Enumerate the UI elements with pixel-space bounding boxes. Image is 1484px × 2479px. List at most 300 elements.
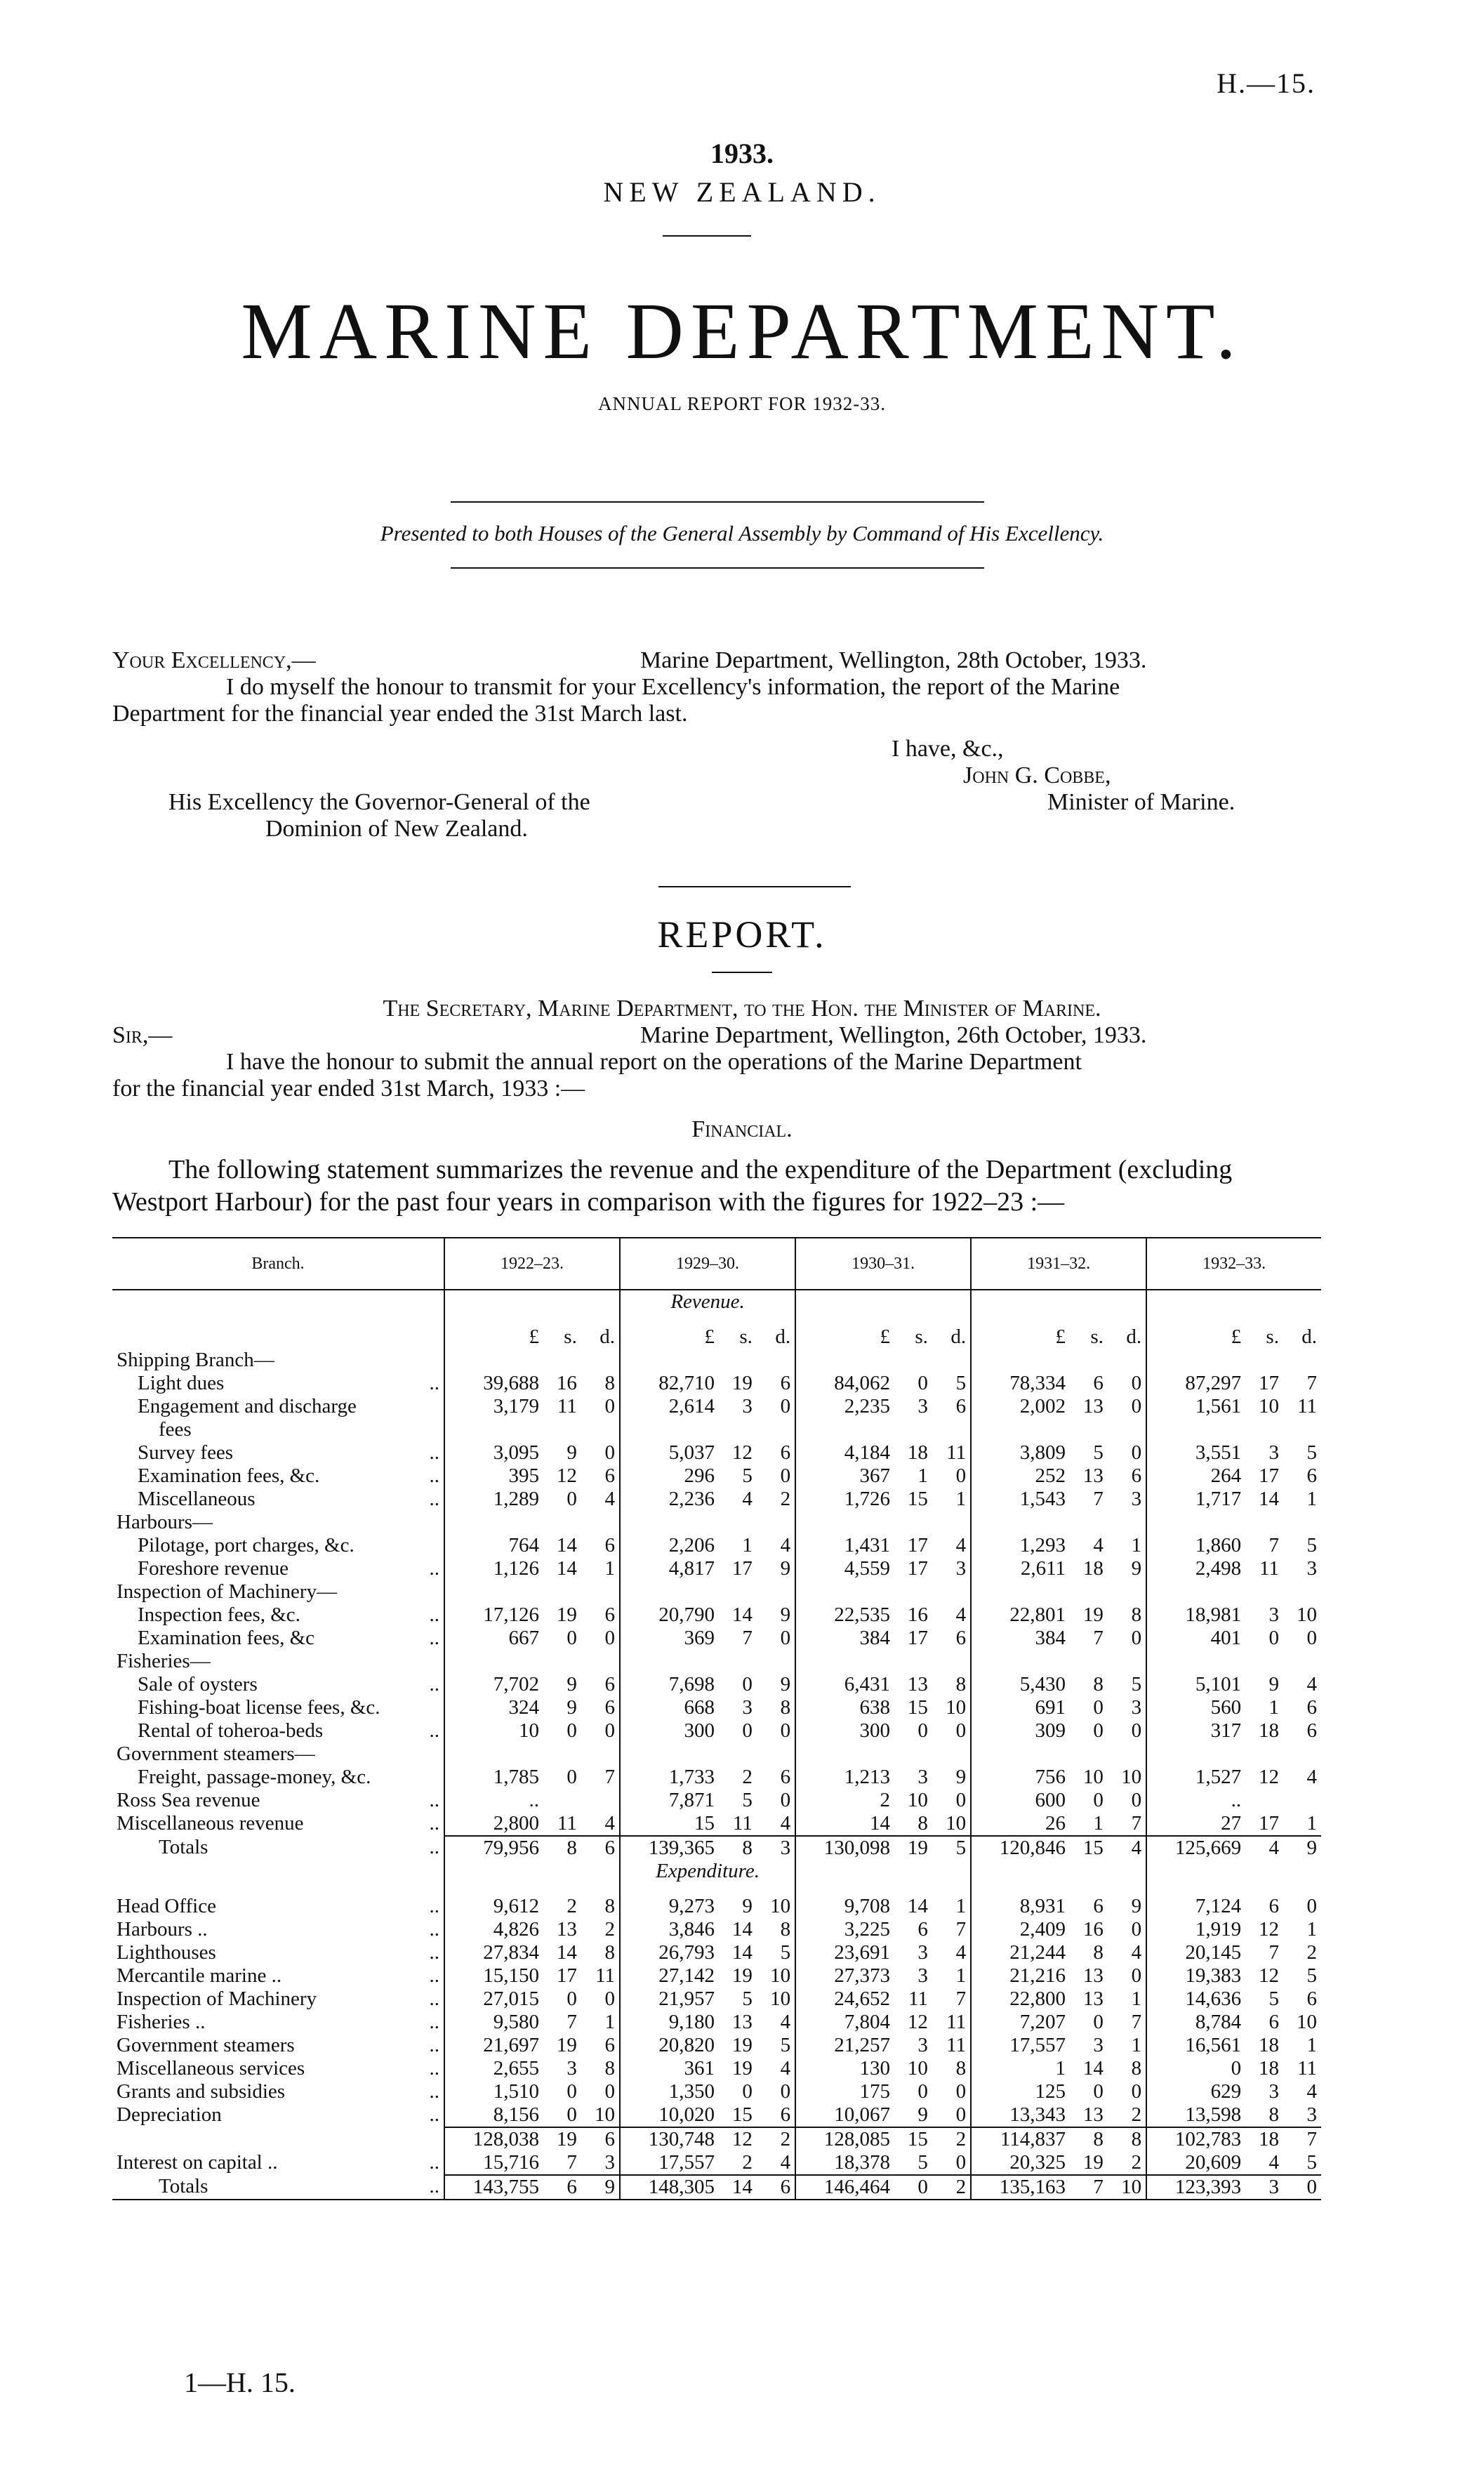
amount-cell: 296 <box>620 1465 719 1488</box>
amount-cell <box>1070 1349 1108 1372</box>
table-row <box>112 2175 1321 2200</box>
amount-cell: 11 <box>946 2011 967 2033</box>
amount-cell: 14,636 <box>1146 1988 1245 2011</box>
amount-cell <box>894 1418 932 1441</box>
amount-cell: 0 <box>917 2080 928 2103</box>
amount-cell: 6 <box>1268 2011 1279 2033</box>
row-label <box>112 1766 444 1789</box>
amount-cell <box>719 1743 757 1766</box>
amount-cell: 17 <box>907 1557 928 1580</box>
amount-cell: 39,688 <box>444 1372 543 1395</box>
amount-cell: 1,527 <box>1146 1766 1245 1789</box>
amount-cell: 3 <box>567 2057 577 2080</box>
amount-cell: 3,551 <box>1146 1441 1245 1465</box>
amount-cell: 2 <box>742 2151 753 2174</box>
row-label <box>112 1441 444 1465</box>
row-label <box>112 1696 444 1719</box>
amount-cell <box>581 1511 620 1534</box>
row-label-text: Sale of oysters <box>138 1673 258 1695</box>
amount-cell <box>719 1418 757 1441</box>
amount-cell: 1 <box>1306 1488 1317 1510</box>
amount-cell: 8,784 <box>1146 2011 1245 2034</box>
section-label-row <box>112 1860 1321 1895</box>
amount-cell <box>543 1789 581 1812</box>
amount-cell <box>581 1418 620 1441</box>
amount-cell: 17 <box>556 1964 577 1987</box>
row-label-text: Interest on capital .. <box>117 2151 278 2174</box>
amount-cell: 15,716 <box>444 2151 543 2175</box>
amount-cell: 6 <box>1131 1465 1142 1487</box>
amount-cell: 84,062 <box>795 1372 894 1395</box>
amount-cell: 4 <box>1306 1673 1317 1695</box>
amount-cell: 9 <box>567 1696 577 1719</box>
row-label-text: Mercantile marine .. <box>117 1964 282 1987</box>
amount-cell: 3 <box>1306 1557 1317 1580</box>
amount-cell: 0 <box>917 1719 928 1742</box>
table-row <box>112 1650 1321 1673</box>
amount-cell: 401 <box>1146 1627 1245 1650</box>
divider <box>712 972 772 973</box>
amount-cell <box>1283 1789 1321 1812</box>
amount-cell <box>757 1511 795 1534</box>
amount-cell <box>1283 1349 1321 1372</box>
amount-cell <box>444 1511 543 1534</box>
currency-unit: £ <box>444 1326 543 1349</box>
amount-cell: 8 <box>604 2057 616 2080</box>
amount-cell: 5 <box>1306 1441 1317 1464</box>
amount-cell <box>971 1580 1070 1604</box>
amount-cell <box>1245 1743 1283 1766</box>
row-label <box>112 1941 444 1964</box>
amount-cell: 7 <box>1306 1372 1317 1394</box>
amount-cell: 10 <box>946 1696 967 1719</box>
row-label <box>112 1418 444 1441</box>
table-row <box>112 2103 1321 2127</box>
amount-cell: 11 <box>1297 1395 1317 1417</box>
amount-cell: 3 <box>1131 1696 1142 1719</box>
amount-cell: 7,207 <box>971 2011 1070 2034</box>
table-row <box>112 2080 1321 2103</box>
amount-cell: 13 <box>1082 1964 1104 1987</box>
amount-cell: 0 <box>742 2080 753 2103</box>
currency-unit: d. <box>1301 1326 1317 1348</box>
amount-cell <box>1070 1650 1108 1673</box>
amount-cell: 9 <box>742 1895 753 1917</box>
amount-cell: 3 <box>1131 1488 1142 1510</box>
amount-cell: 27,142 <box>620 1964 719 1988</box>
amount-cell: 8 <box>1093 1941 1104 1964</box>
amount-cell: 6 <box>780 1372 791 1394</box>
amount-cell: 0 <box>604 1719 616 1742</box>
amount-cell: 9 <box>1131 1557 1142 1580</box>
currency-unit: s. <box>915 1326 928 1348</box>
amount-cell: 12 <box>719 2127 757 2151</box>
amount-cell <box>581 1650 620 1673</box>
amount-cell: 1,126 <box>444 1557 543 1580</box>
amount-cell: 667 <box>444 1627 543 1650</box>
amount-cell: 9 <box>1131 1895 1142 1917</box>
amount-cell: 2,002 <box>971 1395 1070 1418</box>
amount-cell: 764 <box>444 1534 543 1557</box>
amount-cell: 0 <box>1131 1627 1142 1649</box>
amount-cell: 4 <box>780 1812 791 1835</box>
amount-cell <box>543 1418 581 1441</box>
table-row <box>112 1465 1321 1488</box>
amount-cell: 11 <box>557 1395 577 1417</box>
amount-cell: 0 <box>604 1395 616 1417</box>
amount-cell: 3 <box>1268 1604 1279 1626</box>
amount-cell <box>620 1650 719 1673</box>
amount-cell: 146,464 <box>795 2175 894 2200</box>
amount-cell: 18 <box>1258 2034 1279 2056</box>
amount-cell <box>1283 1511 1321 1534</box>
amount-cell: 0 <box>567 1488 577 1510</box>
amount-cell <box>1070 1418 1108 1441</box>
letter-body: I do myself the honour to transmit for your Excellency's information, the report of the Marine <box>226 674 1120 700</box>
amount-cell <box>620 1349 719 1372</box>
table-row <box>112 1604 1321 1627</box>
amount-cell: 0 <box>1131 1789 1142 1811</box>
amount-cell: 1 <box>1268 1696 1279 1719</box>
amount-cell: 0 <box>1306 1627 1317 1649</box>
amount-cell: 10 <box>770 1895 791 1917</box>
amount-cell: 5,101 <box>1146 1673 1245 1696</box>
row-label <box>112 1557 444 1580</box>
report-intro: for the financial year ended 31st March, 1933 :— <box>112 1076 585 1102</box>
amount-cell: 78,334 <box>971 1372 1070 1395</box>
amount-cell: 20,790 <box>620 1604 719 1627</box>
amount-cell: 1 <box>955 1488 967 1510</box>
amount-cell <box>1245 1650 1283 1673</box>
table-row <box>112 1918 1321 1941</box>
spacer-cell <box>795 1860 971 1895</box>
amount-cell <box>932 1511 971 1534</box>
row-label <box>112 2175 444 2200</box>
amount-cell: 264 <box>1146 1465 1245 1488</box>
amount-cell: 17 <box>907 1627 928 1649</box>
amount-cell <box>719 1349 757 1372</box>
amount-cell <box>1146 1580 1245 1604</box>
amount-cell: 4 <box>780 2011 791 2033</box>
amount-cell: 7 <box>1070 2175 1108 2200</box>
amount-cell <box>795 1743 894 1766</box>
amount-cell: 8 <box>955 2057 967 2080</box>
amount-cell: 19 <box>731 1964 753 1987</box>
amount-cell: 3,095 <box>444 1441 543 1465</box>
amount-cell <box>894 1580 932 1604</box>
amount-cell: 2,611 <box>971 1557 1070 1580</box>
amount-cell: 0 <box>567 1719 577 1742</box>
table-row <box>112 1673 1321 1696</box>
amount-cell <box>444 1743 543 1766</box>
spacer-cell <box>1146 1290 1321 1326</box>
table-row <box>112 1349 1321 1372</box>
amount-cell: 12 <box>907 2011 928 2033</box>
amount-cell: 4 <box>742 1488 753 1510</box>
amount-cell: 15 <box>731 2103 753 2126</box>
row-label <box>112 1988 444 2011</box>
row-label-text: Inspection of Machinery— <box>117 1580 338 1603</box>
amount-cell: 5 <box>780 2034 791 2056</box>
amount-cell: 0 <box>1093 2011 1104 2033</box>
amount-cell: 13 <box>1082 1395 1104 1417</box>
table-row <box>112 1789 1321 1812</box>
row-label-text: Engagement and discharge <box>138 1395 357 1417</box>
amount-cell: 7 <box>1131 2011 1142 2033</box>
amount-cell <box>932 1418 971 1441</box>
amount-cell <box>444 1418 543 1441</box>
table-row <box>112 2151 1321 2175</box>
column-header: 1931–32. <box>971 1238 1146 1290</box>
leader-dots: .. <box>429 2151 439 2174</box>
amount-cell: 7,702 <box>444 1673 543 1696</box>
report-place-date: Marine Department, Wellington, 26th October, 1933. <box>640 1022 1147 1048</box>
leader-dots: .. <box>429 1836 439 1858</box>
amount-cell <box>620 1580 719 1604</box>
amount-cell: 14 <box>556 1534 577 1556</box>
amount-cell: 5 <box>932 1836 971 1860</box>
table-row <box>112 1441 1321 1465</box>
spacer-cell <box>971 1290 1146 1326</box>
amount-cell: 9 <box>1283 1836 1321 1860</box>
amount-cell: 10 <box>444 1719 543 1743</box>
amount-cell: 17 <box>1258 1372 1279 1394</box>
amount-cell: 19 <box>1082 2151 1104 2174</box>
amount-cell: 135,163 <box>971 2175 1070 2200</box>
amount-cell: 13 <box>556 1918 577 1941</box>
amount-cell: 0 <box>567 1627 577 1649</box>
amount-cell: 18 <box>1082 1557 1104 1580</box>
amount-cell <box>795 1650 894 1673</box>
row-label-text: Fisheries .. <box>117 2011 206 2033</box>
amount-cell: 5 <box>1093 1441 1104 1464</box>
amount-cell: 7,698 <box>620 1673 719 1696</box>
amount-cell: .. <box>444 1789 543 1812</box>
amount-cell: 6 <box>1306 1719 1317 1742</box>
amount-cell <box>543 1743 581 1766</box>
currency-unit: £ <box>795 1326 894 1349</box>
amount-cell: 128,038 <box>444 2127 543 2151</box>
leader-dots: .. <box>429 1812 439 1835</box>
row-label-text: Depreciation <box>117 2103 222 2126</box>
amount-cell <box>1283 1418 1321 1441</box>
amount-cell: 5 <box>917 2151 928 2174</box>
amount-cell: 21,216 <box>971 1964 1070 1988</box>
amount-cell: 1,510 <box>444 2080 543 2103</box>
amount-cell: 4,559 <box>795 1557 894 1580</box>
financial-table <box>112 1237 1321 2200</box>
amount-cell: 17,557 <box>971 2034 1070 2057</box>
currency-unit: d. <box>775 1326 791 1348</box>
amount-cell: 7 <box>1093 1488 1104 1510</box>
amount-cell: 7 <box>1131 1812 1142 1835</box>
amount-cell: 7,804 <box>795 2011 894 2034</box>
amount-cell: 6 <box>955 1627 967 1649</box>
amount-cell: 2 <box>1131 2151 1142 2174</box>
amount-cell <box>1070 1580 1108 1604</box>
amount-cell: 0 <box>742 1673 753 1695</box>
amount-cell <box>1283 1650 1321 1673</box>
leader-dots: .. <box>429 1488 439 1510</box>
amount-cell: 9 <box>917 2103 928 2126</box>
row-label-text: Examination fees, &c <box>138 1627 315 1649</box>
footer-signature-mark: 1—H. 15. <box>184 2367 296 2398</box>
leader-dots: .. <box>429 1895 439 1917</box>
amount-cell: 0 <box>567 1988 577 2010</box>
amount-cell: 2 <box>932 2127 971 2151</box>
amount-cell: 5 <box>1131 1673 1142 1695</box>
leader-dots: .. <box>429 1941 439 1964</box>
amount-cell: 18,981 <box>1146 1604 1245 1627</box>
table-row <box>112 1372 1321 1395</box>
amount-cell: 6 <box>917 1918 928 1941</box>
amount-cell: 7,871 <box>620 1789 719 1812</box>
amount-cell: 175 <box>795 2080 894 2103</box>
row-label <box>112 1673 444 1696</box>
amount-cell: 15 <box>620 1812 719 1836</box>
amount-cell <box>444 1580 543 1604</box>
amount-cell <box>1245 1580 1283 1604</box>
amount-cell: 3 <box>757 1836 795 1860</box>
amount-cell: 6 <box>604 1696 616 1719</box>
amount-cell: 87,297 <box>1146 1372 1245 1395</box>
amount-cell <box>971 1650 1070 1673</box>
amount-cell: 6,431 <box>795 1673 894 1696</box>
amount-cell: 15 <box>907 1696 928 1719</box>
amount-cell: 2,498 <box>1146 1557 1245 1580</box>
amount-cell: 4 <box>1268 2151 1279 2174</box>
amount-cell: 19 <box>894 1836 932 1860</box>
amount-cell <box>1108 1580 1146 1604</box>
report-intro: I have the honour to submit the annual report on the operations of the Marine Department <box>226 1049 1082 1075</box>
amount-cell: 8 <box>1093 1673 1104 1695</box>
amount-cell <box>1245 1789 1283 1812</box>
amount-cell <box>894 1349 932 1372</box>
row-label-text: Survey fees <box>138 1441 234 1464</box>
amount-cell <box>1070 1743 1108 1766</box>
amount-cell: 18 <box>1245 2127 1283 2151</box>
amount-cell <box>757 1349 795 1372</box>
amount-cell: 3,846 <box>620 1918 719 1941</box>
amount-cell: 2,235 <box>795 1395 894 1418</box>
amount-cell: 0 <box>1093 2080 1104 2103</box>
amount-cell: 13 <box>1082 1988 1104 2010</box>
amount-cell: 0 <box>1131 2080 1142 2103</box>
amount-cell: 691 <box>971 1696 1070 1719</box>
country-heading: NEW ZEALAND. <box>603 176 881 208</box>
amount-cell: 23,691 <box>795 1941 894 1964</box>
amount-cell: 13,343 <box>971 2103 1070 2127</box>
divider <box>658 886 851 887</box>
amount-cell: 2 <box>757 2127 795 2151</box>
amount-cell: 9,612 <box>444 1895 543 1918</box>
amount-cell: 6 <box>604 1534 616 1556</box>
amount-cell: 0 <box>742 1719 753 1742</box>
amount-cell: 82,710 <box>620 1372 719 1395</box>
leader-dots: .. <box>429 1604 439 1626</box>
amount-cell: 130 <box>795 2057 894 2080</box>
amount-cell: 10 <box>595 2103 616 2126</box>
amount-cell: 11 <box>946 1441 967 1464</box>
amount-cell: 20,145 <box>1146 1941 1245 1964</box>
report-salutation: Sir,— <box>112 1022 173 1048</box>
amount-cell: 8,156 <box>444 2103 543 2127</box>
column-header: Branch. <box>112 1238 444 1290</box>
row-label-text: Grants and subsidies <box>117 2080 286 2103</box>
row-label-text: Ross Sea revenue <box>117 1789 260 1811</box>
amount-cell: 3 <box>917 1766 928 1788</box>
amount-cell <box>932 1650 971 1673</box>
amount-cell <box>1108 1418 1146 1441</box>
amount-cell <box>1146 1511 1245 1534</box>
amount-cell: 7 <box>567 2151 577 2174</box>
amount-cell: 1 <box>1131 1534 1142 1556</box>
amount-cell: 10 <box>1121 1766 1142 1788</box>
amount-cell: 6 <box>955 1395 967 1417</box>
amount-cell: 0 <box>955 1719 967 1742</box>
amount-cell: 11 <box>946 2034 967 2056</box>
amount-cell: 19 <box>1082 1604 1104 1626</box>
amount-cell: 10 <box>1082 1766 1104 1788</box>
row-label-text: fees <box>159 1418 192 1441</box>
amount-cell: 16,561 <box>1146 2034 1245 2057</box>
row-label <box>112 1395 444 1418</box>
amount-cell <box>795 1349 894 1372</box>
amount-cell: 1,726 <box>795 1488 894 1511</box>
report-from-to: The Secretary, Marine Department, to the Hon. the Minister of Marine. <box>383 996 1101 1022</box>
amount-cell: 8 <box>604 1895 616 1917</box>
amount-cell: 6 <box>1093 1895 1104 1917</box>
spacer-cell <box>971 1860 1146 1895</box>
amount-cell <box>894 1511 932 1534</box>
letter-closing: I have, &c., <box>892 736 1004 762</box>
amount-cell <box>581 1789 620 1812</box>
amount-cell: 15 <box>1070 1836 1108 1860</box>
amount-cell: 3 <box>955 1557 967 1580</box>
amount-cell: 6 <box>604 1604 616 1626</box>
amount-cell: 24,652 <box>795 1988 894 2011</box>
amount-cell: 13,598 <box>1146 2103 1245 2127</box>
amount-cell <box>971 1511 1070 1534</box>
row-label-text: Examination fees, &c. <box>138 1465 320 1487</box>
spacer-cell <box>112 1860 444 1895</box>
amount-cell <box>795 1418 894 1441</box>
amount-cell: 26 <box>971 1812 1070 1836</box>
amount-cell: 638 <box>795 1696 894 1719</box>
amount-cell: 6 <box>757 2175 795 2200</box>
spacer-cell <box>444 1860 620 1895</box>
amount-cell: 27,373 <box>795 1964 894 1988</box>
amount-cell: 7 <box>1268 1534 1279 1556</box>
amount-cell: 2,236 <box>620 1488 719 1511</box>
amount-cell: 8 <box>917 1812 928 1835</box>
amount-cell: 6 <box>604 1673 616 1695</box>
amount-cell: 4,184 <box>795 1441 894 1465</box>
table-row <box>112 1534 1321 1557</box>
amount-cell: 2 <box>567 1895 577 1917</box>
row-label <box>112 1719 444 1743</box>
row-label-text: Totals <box>159 1836 208 1858</box>
amount-cell: 14 <box>795 1812 894 1836</box>
amount-cell: 9 <box>780 1673 791 1695</box>
amount-cell: 1 <box>955 1964 967 1987</box>
amount-cell <box>719 1511 757 1534</box>
amount-cell: 14 <box>731 1918 753 1941</box>
row-label <box>112 1789 444 1812</box>
row-label <box>112 1743 444 1766</box>
amount-cell: 114,837 <box>971 2127 1070 2151</box>
row-label <box>112 1488 444 1511</box>
